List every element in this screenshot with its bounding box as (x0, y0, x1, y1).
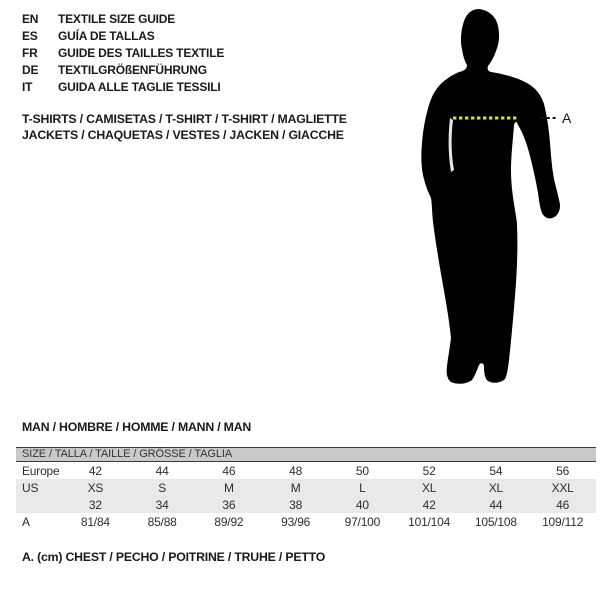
table-row-chest-a (16, 513, 596, 530)
language-row (22, 28, 224, 45)
table-cell: M (223, 480, 234, 495)
language-row (22, 62, 224, 79)
table-cell: 52 (422, 463, 436, 478)
row-label: US (22, 480, 39, 495)
table-cell: 50 (355, 463, 369, 478)
size-table (16, 447, 596, 530)
table-cell: 42 (88, 463, 102, 478)
table-cell: 105/108 (474, 514, 517, 529)
language-row (22, 45, 224, 62)
table-cell: M (290, 480, 301, 495)
table-row-europe (16, 462, 596, 479)
language-code: IT (22, 80, 33, 94)
table-cell: 46 (222, 463, 236, 478)
row-label: A (22, 514, 30, 529)
row-label: Europe (22, 463, 60, 478)
language-code: EN (22, 12, 39, 26)
language-label: TEXTILGRÖßENFÜHRUNG (58, 63, 207, 77)
man-silhouette-figure (398, 5, 576, 390)
table-cell: 97/100 (344, 514, 381, 529)
table-cell: XL (421, 480, 437, 495)
language-code: ES (22, 29, 38, 43)
table-row-us (16, 479, 596, 496)
man-silhouette (421, 9, 560, 384)
table-cell: 85/88 (147, 514, 177, 529)
product-line-jackets: JACKETS / CHAQUETAS / VESTES / JACKEN / GIACCHE (22, 128, 344, 142)
table-cell: 109/112 (542, 514, 584, 529)
table-cell: 93/96 (281, 514, 311, 529)
table-cell: 36 (222, 497, 236, 512)
table-cell: 56 (556, 463, 570, 478)
table-band-us-sizes (16, 479, 596, 513)
table-cell: XS (87, 480, 104, 495)
language-code: FR (22, 46, 38, 60)
language-label: TEXTILE SIZE GUIDE (58, 12, 176, 26)
size-table-header: SIZE / TALLA / TAILLE / GRÖSSE / TAGLIA (16, 448, 596, 462)
language-label: GUIDE DES TAILLES TEXTILE (58, 46, 225, 60)
table-cell: 54 (489, 463, 503, 478)
table-cell: 38 (289, 497, 303, 512)
table-cell: L (359, 480, 366, 495)
table-cell: S (158, 480, 167, 495)
table-cell: 34 (155, 497, 169, 512)
section-title-man: MAN / HOMBRE / HOMME / MANN / MAN (22, 420, 252, 434)
language-row (22, 79, 224, 96)
table-row-numeric (16, 496, 596, 513)
table-cell: 89/92 (214, 514, 244, 529)
table-cell: 40 (355, 497, 369, 512)
product-line-tshirts: T-SHIRTS / CAMISETAS / T-SHIRT / T-SHIRT / MAGLIETTE (22, 112, 347, 126)
language-label: GUÍA DE TALLAS (58, 29, 155, 43)
table-cell: 44 (489, 497, 503, 512)
table-cell: 101/104 (408, 514, 451, 529)
table-cell: 46 (556, 497, 570, 512)
language-label: GUIDA ALLE TAGLIE TESSILI (58, 80, 221, 94)
table-cell: 81/84 (80, 514, 110, 529)
measurement-footnote: A. (cm) CHEST / PECHO / POITRINE / TRUHE / PETTO (22, 550, 326, 564)
table-cell: XL (488, 480, 504, 495)
chest-measure-label: A (562, 110, 572, 126)
product-category-lines (22, 111, 347, 143)
table-cell: 48 (289, 463, 303, 478)
language-list (22, 11, 224, 96)
language-row (22, 11, 224, 28)
table-cell: 32 (88, 497, 102, 512)
table-cell: 42 (422, 497, 436, 512)
table-cell: 44 (155, 463, 169, 478)
language-code: DE (22, 63, 39, 77)
table-cell: XXL (551, 480, 574, 495)
